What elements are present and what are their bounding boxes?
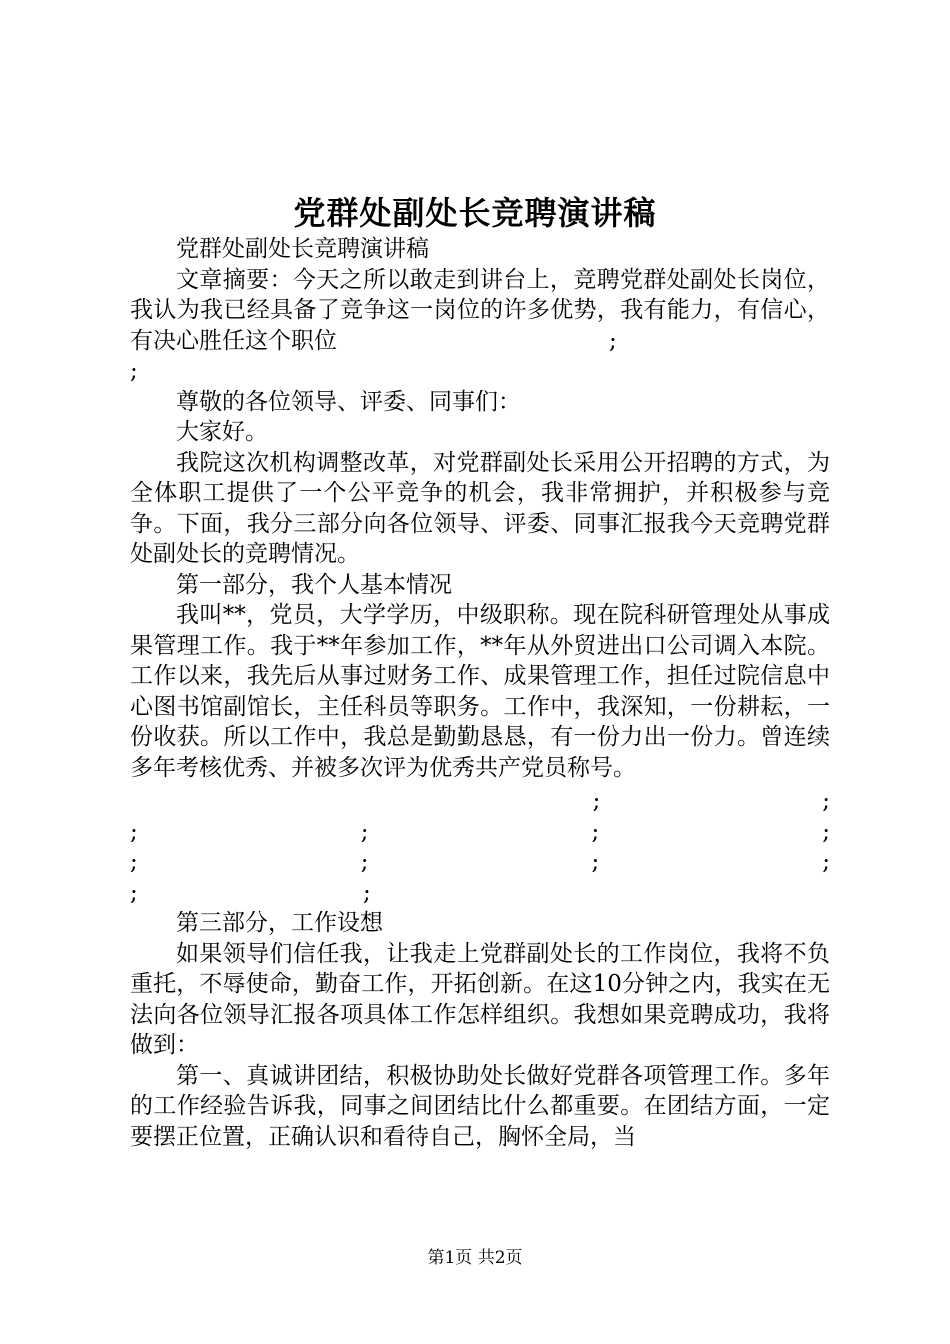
semicolon-row: ; ; ; ; <box>130 849 830 875</box>
paragraph-first-point: 第一、真诚讲团结，积极协助处长做好党群各项管理工作。多年的工作经验告诉我，同事之间团结比什么都重要。在团结方面，一定要摆正位置，正确认识和看待自己，胸怀全局，当 <box>130 1062 830 1150</box>
paragraph-intro: 我院这次机构调整改革，对党群副处长采用公开招聘的方式，为全体职工提供了一个公平竞争的机会，我非常拥护，并积极参与竞争。下面，我分三部分向各位领导、评委、同事汇报我今天竞聘党群处副处长的竞聘情况。 <box>130 449 830 567</box>
paragraph-greeting: 尊敬的各位领导、评委、同事们： <box>176 388 521 415</box>
document-title: 党群处副处长竞聘演讲稿 <box>293 194 657 232</box>
semicolon-row: ; ; <box>592 788 830 814</box>
paragraph-hello: 大家好。 <box>176 419 268 445</box>
paragraph-part-one-body: 我叫**，党员，大学学历，中级职称。现在院科研管理处从事成果管理工作。我于**年参加工作，**年从外贸进出口公司调入本院。工作以来，我先后从事过财务工作、成果管理工作，担任过院信息中心图书馆副馆长，主任科员等职务。工作中，我深知，一份耕耘，一份收获。所以工作中，我总是勤勤恳恳，有一份力出一份力。曾连续多年考核优秀、并被多次评为优秀共产党员称号。 <box>130 602 830 781</box>
page-footer: 第1页 共2页 <box>427 1248 523 1268</box>
semicolon-row: ; ; ; ; <box>130 818 830 845</box>
paragraph-part-three-body: 如果领导们信任我，让我走上党群副处长的工作岗位，我将不负重托，不辱使命，勤奋工作，开拓创新。在这10分钟之内，我实在无法向各位领导汇报各项具体工作怎样组织。我想如果竞聘成功，我将做到： <box>130 940 830 1058</box>
paragraph-heading-repeat: 党群处副处长竞聘演讲稿 <box>176 236 429 262</box>
semicolon-row: ; <box>130 358 138 384</box>
paragraph-part-three-heading: 第三部分，工作设想 <box>176 910 383 936</box>
semicolon-row: ; ; <box>130 879 371 906</box>
document-body <box>130 234 830 1152</box>
paragraph-abstract: 文章摘要：今天之所以敢走到讲台上，竞聘党群处副处长岗位，我认为我已经具备了竞争这一岗位的许多优势，我有能力，有信心，有决心胜任这个职位 ; <box>130 266 830 354</box>
paragraph-part-one-heading: 第一部分，我个人基本情况 <box>176 571 452 598</box>
